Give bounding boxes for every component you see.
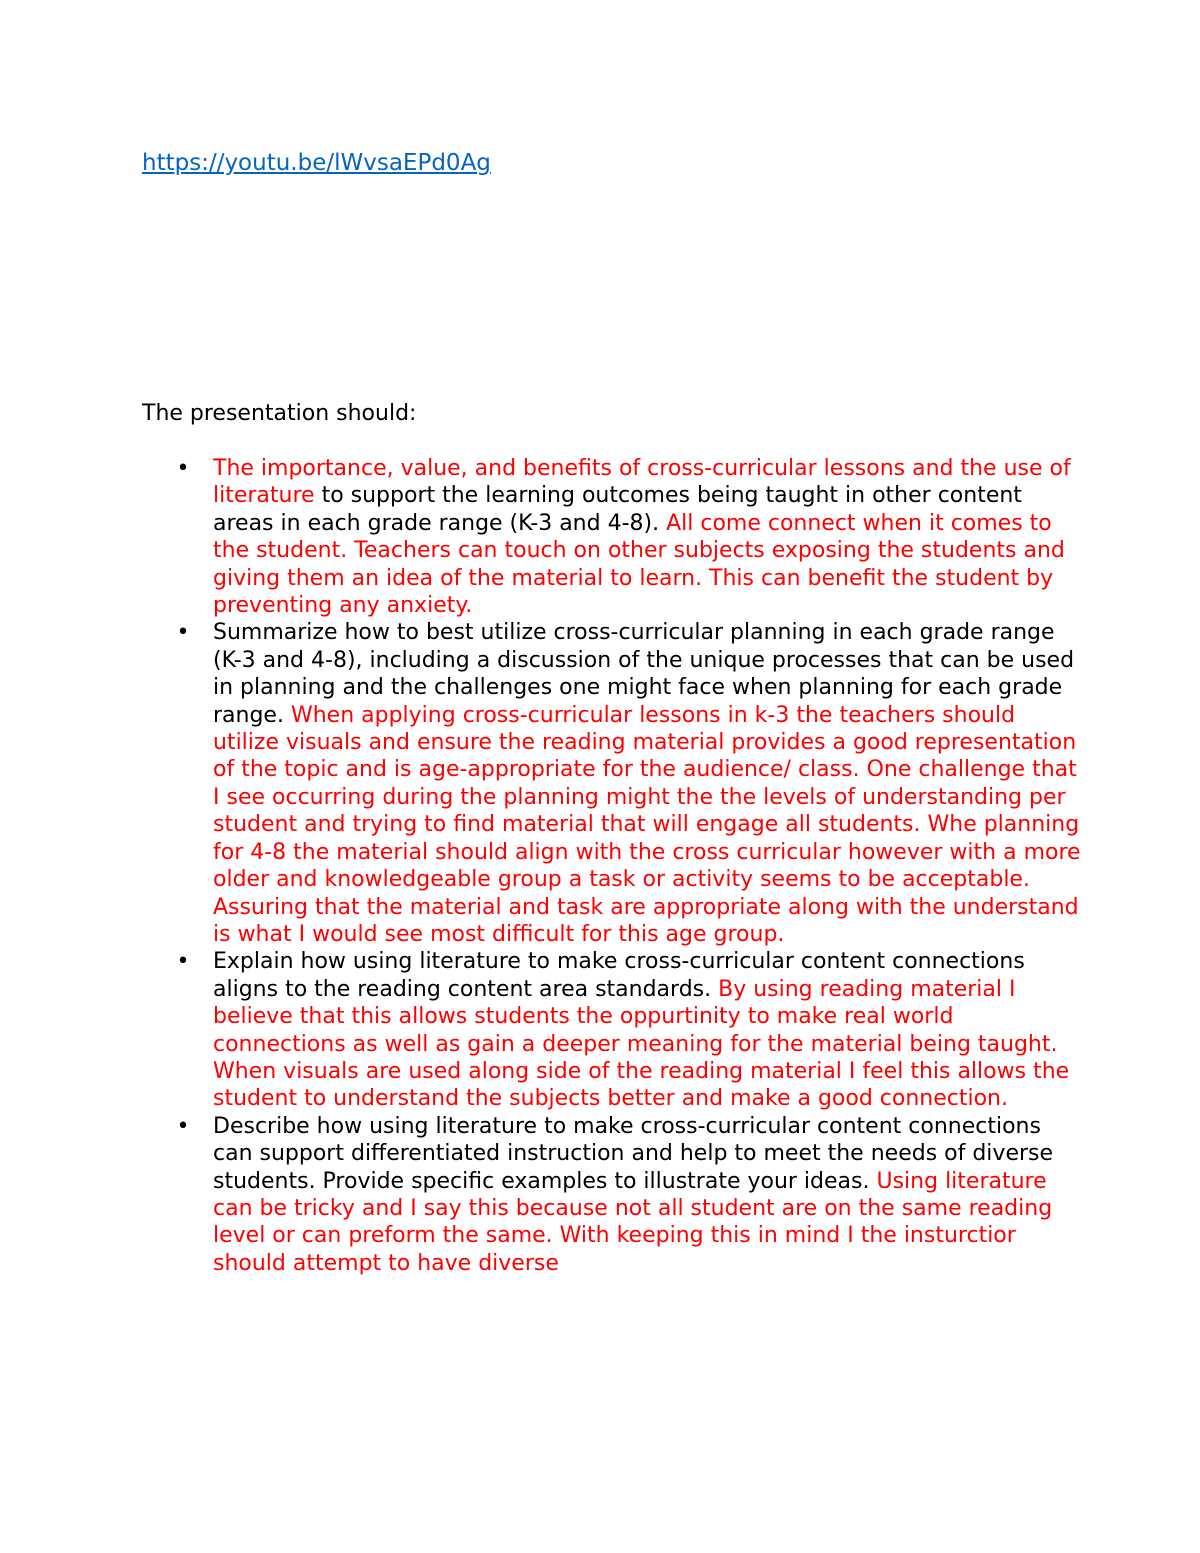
- answer-text: Using literature can be tricky and I say this because not all student are on the same reading level or can preform the same. With keeping this in mind I the insturctior should attempt to have diverse: [213, 1168, 1053, 1276]
- list-item: [176, 948, 1083, 1112]
- answer-text: The importance, value, and benefits of cross-curricular lessons and the use of literature: [213, 456, 1071, 509]
- prompt-text: Explain how using literature to make cross-curricular content connections aligns to the reading content area standards.: [213, 949, 1025, 1002]
- answer-text: By using reading material I believe that this allows students the oppurtinity to make real world connections as well as gain a deeper meaning for the material being taught. When visuals are used along side of the reading material I feel this allows the student to understand the subjects better and make a good connection.: [213, 976, 1070, 1112]
- prompt-text: to support the learning outcomes being taught in other content areas in each grade range (K-3 and 4-8).: [213, 483, 1022, 536]
- bullet-icon: •: [176, 456, 190, 481]
- list-item: [176, 619, 1083, 948]
- answer-text: All come connect when it comes to the student. Teachers can touch on other subjects exposing the students and giving them an idea of the material to learn. This can benefit the student by preventing any anxiety.: [213, 510, 1065, 619]
- youtube-link[interactable]: https://youtu.be/lWvsaEPd0Ag: [142, 150, 491, 176]
- bullet-icon: •: [176, 949, 190, 975]
- intro-heading: The presentation should:: [142, 401, 417, 426]
- answer-text: When applying cross-curricular lessons in k-3 the teachers should utilize visuals and ensure the reading material provides a good representation of the topic and is age-appropriate for the audience/ class. One challenge that I see occurring during the planning might the the levels of understanding per student and trying to find material that will engage all students. Whe planning for 4-8 the material should align with the cross curricular however with a more older and knowledgeable group a task or activity seems to be acceptable. Assuring that the material and task are appropriate along with the understand is what I would see most difficult for this age group.: [213, 702, 1081, 947]
- prompt-text: Summarize how to best utilize cross-curricular planning in each grade range (K-3 and 4-8), including a discussion of the unique processes that can be used in planning and the challenges one might face when planning for each grade range.: [213, 620, 1075, 728]
- requirements-list: [176, 455, 1083, 1277]
- bullet-icon: •: [176, 1113, 190, 1139]
- bullet-icon: •: [176, 620, 190, 646]
- prompt-text: Describe how using literature to make cross-curricular content connections can support differentiated instruction and help to meet the needs of diverse students. Provide specific examples to illustrate your ideas.: [213, 1113, 1054, 1194]
- list-item: [176, 1113, 1083, 1277]
- list-item: [176, 455, 1083, 619]
